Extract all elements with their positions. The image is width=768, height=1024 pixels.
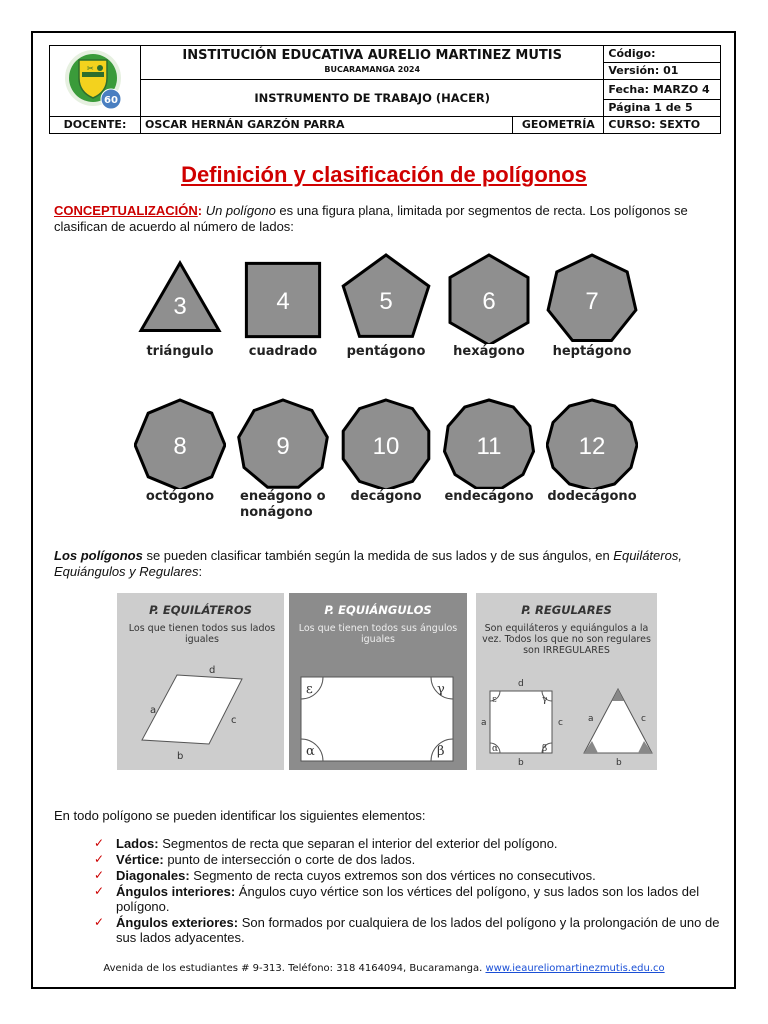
panel-desc: Los que tienen todos sus lados iguales xyxy=(128,623,276,645)
element-definition: Ángulos cuyo vértice son los vértices del polígono, y sus lados son los lados del polígono. xyxy=(116,884,700,914)
list-item xyxy=(90,836,720,851)
polygon-shape-icon xyxy=(237,252,329,344)
polygon-8 xyxy=(130,397,230,505)
panel-title: P. EQUIÁNGULOS xyxy=(324,603,432,617)
polygon-6 xyxy=(439,252,539,360)
elements-list xyxy=(90,836,720,946)
city-year: BUCARAMANGA 2024 xyxy=(324,64,421,74)
list-item xyxy=(90,852,720,867)
rhombus-diagram xyxy=(117,663,284,773)
polygon-5 xyxy=(336,252,436,360)
element-definition: Segmento de recta cuyos extremos son dos vértices no consecutivos. xyxy=(189,868,596,883)
instrument-cell: INSTRUMENTO DE TRABAJO (HACER) xyxy=(141,80,604,117)
polygon-sides-number: 4 xyxy=(276,288,290,315)
svg-text:ε: ε xyxy=(492,695,497,705)
polygon-sides-number: 7 xyxy=(585,288,599,315)
panel-regulares xyxy=(476,593,657,770)
svg-text:α: α xyxy=(306,744,315,759)
svg-text:d: d xyxy=(518,679,524,689)
polygon-name: decágono xyxy=(350,489,422,504)
elements-intro: En todo polígono se pueden identificar los siguientes elementos: xyxy=(54,808,426,823)
polygon-shape-icon xyxy=(546,397,638,489)
page-title: Definición y clasificación de polígonos xyxy=(181,162,587,187)
polygon-sides-number: 11 xyxy=(476,433,502,460)
polygon-name: cuadrado xyxy=(248,344,318,359)
institution-cell xyxy=(141,46,604,80)
svg-text:a: a xyxy=(588,714,594,724)
svg-text:c: c xyxy=(231,715,237,726)
element-term: Ángulos interiores: xyxy=(116,884,236,899)
polygon-grid xyxy=(130,252,650,532)
polygon-sides-number: 9 xyxy=(276,433,290,460)
polygon-name: pentágono xyxy=(346,344,426,359)
school-logo-icon xyxy=(60,46,130,112)
polygon-sides-number: 5 xyxy=(379,288,393,315)
element-term: Vértice: xyxy=(116,852,164,867)
polygon-11 xyxy=(439,397,539,505)
polygon-name: triángulo xyxy=(146,344,214,359)
svg-text:α: α xyxy=(492,744,499,754)
polygon-sides-number: 10 xyxy=(372,433,400,460)
panel-desc: Son equiláteros y equiángulos a la vez. Todos los que no son regulares son IRREGULARES xyxy=(482,623,651,656)
panel-title: P. EQUILÁTEROS xyxy=(149,603,252,617)
polygon-shape-icon xyxy=(443,397,535,489)
svg-text:b: b xyxy=(616,758,622,768)
concept-label: CONCEPTUALIZACIÓN xyxy=(54,203,198,218)
element-definition: Segmentos de recta que separan el interior del exterior del polígono. xyxy=(158,836,558,851)
header-table xyxy=(49,45,721,134)
panel-desc: Los que tienen todos sus ángulos iguales xyxy=(298,623,458,645)
polygon-sides-number: 12 xyxy=(578,433,606,460)
logo-cell xyxy=(50,46,141,117)
polygon-shape-icon xyxy=(443,252,535,344)
polygon-shape-icon xyxy=(340,397,432,489)
checkmark-icon: ✓ xyxy=(94,836,105,850)
polygon-sides-number: 6 xyxy=(482,288,496,315)
svg-text:d: d xyxy=(209,665,216,676)
svg-text:b: b xyxy=(518,758,524,768)
classification-paragraph: Los polígonos se pueden clasificar también según la medida de sus lados y de sus ángulos, en Equiláteros, Equiángulos y Regulares: xyxy=(54,548,682,579)
panel-equiangulos xyxy=(289,593,467,770)
element-term: Lados: xyxy=(116,836,159,851)
svg-text:b: b xyxy=(177,751,184,762)
list-item xyxy=(90,915,720,945)
polygon-shape-icon xyxy=(340,252,432,344)
classification-types: Equiláteros, Equiángulos y Regulares xyxy=(54,548,682,579)
svg-text:a: a xyxy=(481,718,487,728)
polygon-sides-number: 3 xyxy=(173,293,187,320)
intro-text: es una figura plana, limitada por segmentos de recta. Los polígonos se clasifican de acuerdo al número de lados: xyxy=(54,203,688,234)
footer xyxy=(0,963,768,974)
svg-text:ε: ε xyxy=(306,682,313,697)
codigo-cell: Código: xyxy=(604,46,721,63)
version-cell: Versión: 01 xyxy=(604,63,721,80)
website-link[interactable]: www.ieaureliomartinezmutis.edu.co xyxy=(485,963,665,974)
classification-lead: Los polígonos xyxy=(54,548,143,563)
polygon-name: dodecágono xyxy=(547,489,637,504)
polygon-name: octógono xyxy=(145,489,215,504)
docente-name: OSCAR HERNÁN GARZÓN PARRA xyxy=(141,117,513,134)
svg-text:c: c xyxy=(641,714,646,724)
polygon-shape-icon xyxy=(134,397,226,489)
polygon-4 xyxy=(233,252,333,360)
intro-term: Un polígono xyxy=(205,203,276,218)
docente-label: DOCENTE: xyxy=(50,117,141,134)
svg-text:a: a xyxy=(150,705,157,716)
polygon-shape-icon xyxy=(546,252,638,344)
regular-polygons-diagram xyxy=(476,673,657,773)
checkmark-icon: ✓ xyxy=(94,868,105,882)
polygon-10 xyxy=(336,397,436,505)
element-definition: punto de intersección o corte de dos lados. xyxy=(163,852,416,867)
checkmark-icon: ✓ xyxy=(94,852,105,866)
polygon-name: endecágono xyxy=(444,489,534,504)
polygon-12 xyxy=(542,397,642,505)
panel-title: P. REGULARES xyxy=(521,603,612,617)
element-term: Diagonales: xyxy=(116,868,190,883)
svg-text:60: 60 xyxy=(104,95,118,106)
fecha-cell: Fecha: MARZO 4 xyxy=(604,80,721,100)
polygon-3 xyxy=(130,252,230,360)
checkmark-icon: ✓ xyxy=(94,884,105,898)
panel-equilateros xyxy=(117,593,284,770)
intro-paragraph: CONCEPTUALIZACIÓN: Un polígono es una figura plana, limitada por segmentos de recta. Los polígonos se clasifican de acuerdo al número de lados: xyxy=(54,203,688,234)
list-item xyxy=(90,884,720,914)
svg-text:β: β xyxy=(542,744,548,754)
polygon-name: hexágono xyxy=(453,344,525,359)
polygon-shape-icon xyxy=(134,252,226,344)
polygon-7 xyxy=(542,252,642,360)
polygon-shape-icon xyxy=(237,397,329,489)
svg-text:c: c xyxy=(558,718,563,728)
element-term: Ángulos exteriores: xyxy=(116,915,239,930)
list-item xyxy=(90,868,720,883)
rectangle-diagram xyxy=(289,665,467,770)
subject-cell: GEOMETRÍA xyxy=(513,117,604,134)
svg-text:γ: γ xyxy=(542,695,548,705)
svg-text:γ: γ xyxy=(437,682,445,697)
footer-address: Avenida de los estudiantes # 9-313. Teléfono: 318 4164094, Bucaramanga. xyxy=(103,963,486,974)
pagina-cell: Página 1 de 5 xyxy=(604,100,721,117)
institution-name: INSTITUCIÓN EDUCATIVA AURELIO MARTINEZ MUTIS xyxy=(182,47,562,63)
polygon-sides-number: 8 xyxy=(173,433,187,460)
checkmark-icon: ✓ xyxy=(94,915,105,929)
polygon-9 xyxy=(233,397,333,521)
polygon-name: eneágono o nonágono xyxy=(240,489,326,520)
svg-text:✂: ✂ xyxy=(87,64,94,73)
svg-text:β: β xyxy=(437,744,445,759)
element-definition: Son formados por cualquiera de los lados del polígono y la prolongación de uno de sus lados adyacentes. xyxy=(116,915,720,945)
polygon-name: heptágono xyxy=(552,344,632,359)
course-cell: CURSO: SEXTO xyxy=(604,117,721,134)
